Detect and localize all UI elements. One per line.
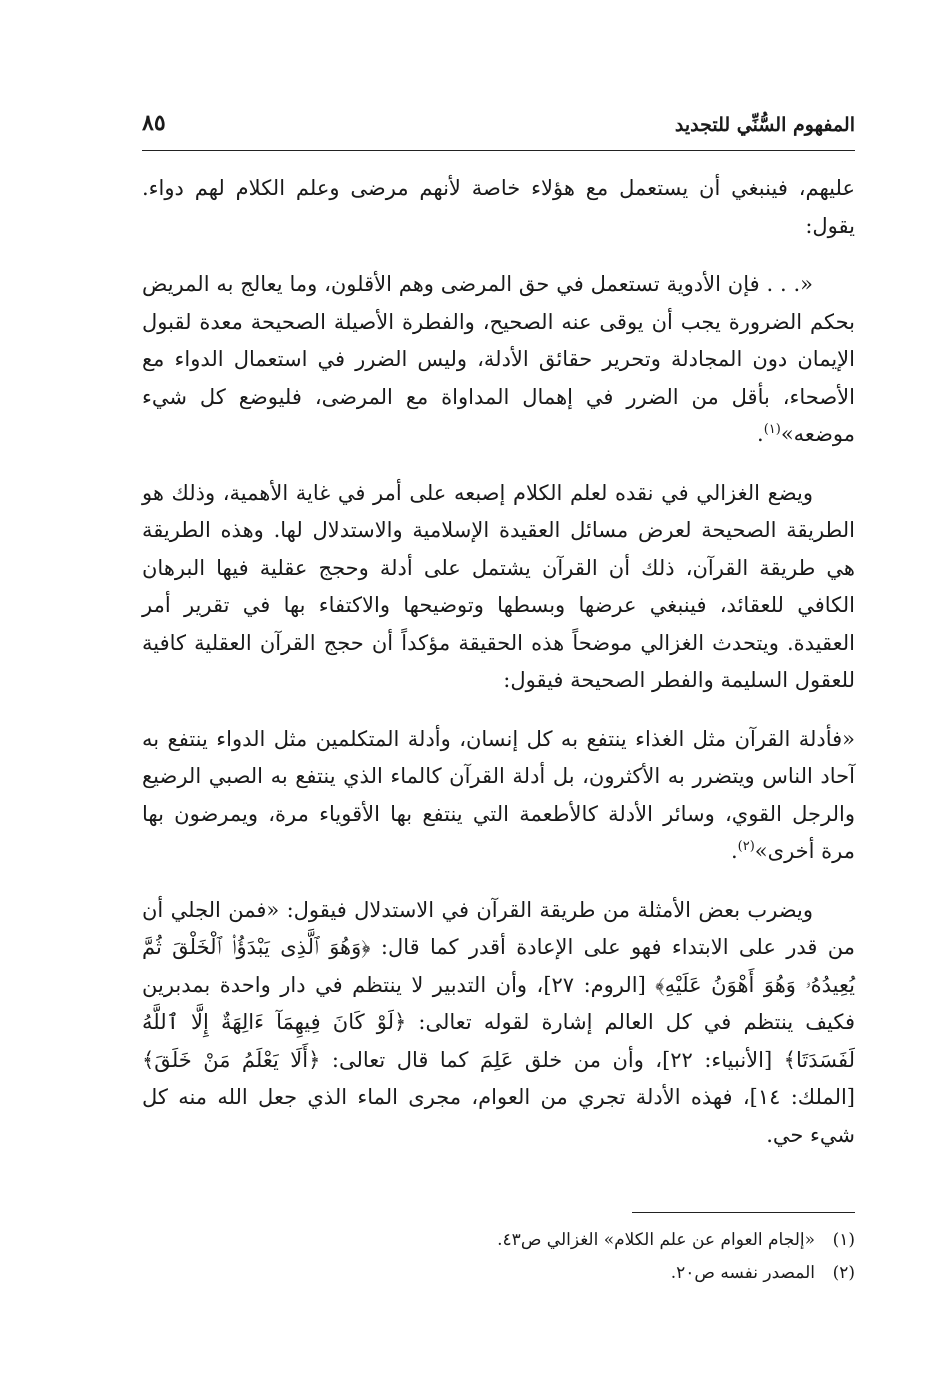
footnote-number: (٢) (832, 1263, 855, 1283)
page-number: ٨٥ (142, 110, 166, 136)
header-divider (142, 150, 855, 151)
footnote-number: (١) (832, 1230, 855, 1250)
paragraph-text: ويضع الغزالي في نقده لعلم الكلام إصبعه على أمر في غاية الأهمية، وذلك هو الطريقة الصحيحة لعرض مسائل العقيدة الإسلامية والاستدلال لها. وهذه الطريقة هي طريقة القرآن، ذلك أن القرآن يشتمل على أدلة وحجج عقلية فيها البرهان الكافي للعقائد، فينبغي عرضها وبسطها وتوضيحها والاكتفاء بها في تقرير أمر العقيدة. ويتحدث الغزالي موضحاً هذه الحقيقة مؤكداً أن حجج القرآن العقلية كافية للعقول السليمة والفطر الصحيحة فيقول: (142, 480, 855, 692)
paragraph-2-quote (142, 266, 855, 454)
paragraph-tail: . (730, 839, 738, 863)
footnote-text: «إلجام العوام عن علم الكلام» الغزالي ص٤٣. (497, 1230, 815, 1250)
paragraph-text: «. . . فإن الأدوية تستعمل في حق المرضى وهم الأقلون، وما يعالج به المريض بحكم الضرورة يجب أن يوقى عنه الصحيح، والفطرة الأصيلة الصحيحة معدة لقبول الإيمان دون المجادلة وتحرير حقائق الأدلة، وليس الضرر في استعمال الدواء مع الأصحاء، بأقل من الضرر في إهمال المداواة مع المرضى، فليوضع كل شيء موضعه» (142, 272, 855, 446)
footnote-divider (632, 1212, 855, 1213)
footnote-text: المصدر نفسه ص٢٠. (670, 1263, 815, 1283)
body-text (142, 170, 855, 1175)
paragraph-1 (142, 170, 855, 245)
paragraph-text: ويضرب بعض الأمثلة من طريقة القرآن في الاستدلال فيقول: «فمن الجلي أن من قدر على الابتداء فهو على الإعادة أقدر كما قال: ﴿وَهُوَ ٱلَّذِى يَبْدَؤُا۟ ٱلْخَلْقَ ثُمَّ يُعِيدُهُۥ وَهُوَ أَهْوَنُ عَلَيْهِ﴾ [الروم: ٢٧]، وأن التدبير لا ينتظم في دار واحدة بمدبرين فكيف ينتظم في كل العالم إشارة لقوله تعالى: ﴿لَوْ كَانَ فِيهِمَآ ءَالِهَةٌ إِلَّا ٱللَّهُ لَفَسَدَتَا﴾ [الأنبياء: ٢٢]، وأن من خلق عَلِمَ كما قال تعالى: ﴿أَلَا يَعْلَمُ مَنْ خَلَقَ﴾ [الملك: ١٤]، فهذه الأدلة تجري من العوام، مجرى الماء الذي جعل الله منه كل شيء حي. (142, 897, 856, 1147)
paragraph-3 (142, 475, 855, 700)
footnote-2 (142, 1257, 855, 1290)
running-header-title: المفهوم السُّنِّي للتجديد (674, 114, 855, 136)
footnotes (142, 1224, 855, 1290)
paragraph-5 (142, 892, 855, 1155)
paragraph-tail: . (757, 422, 764, 446)
running-header (142, 108, 855, 148)
paragraph-text: عليهم، فينبغي أن يستعمل مع هؤلاء خاصة لأنهم مرضى وعلم الكلام لهم دواء. يقول: (142, 176, 855, 238)
footnote-1 (142, 1224, 855, 1257)
footnote-reference[interactable]: (١) (763, 422, 781, 437)
footnote-reference[interactable]: (٢) (737, 839, 755, 854)
paragraph-4-quote (142, 721, 855, 871)
paragraph-text: «فأدلة القرآن مثل الغذاء ينتفع به كل إنسان، وأدلة المتكلمين مثل الدواء ينتفع به آحاد الناس ويتضرر به الأكثرون، بل أدلة القرآن كالماء الذي ينتفع به الصبي الرضيع والرجل القوي، وسائر الأدلة كالأطعمة التي ينتفع بها الأقوياء مرة، ويمرضون بها مرة أخرى» (142, 726, 855, 863)
